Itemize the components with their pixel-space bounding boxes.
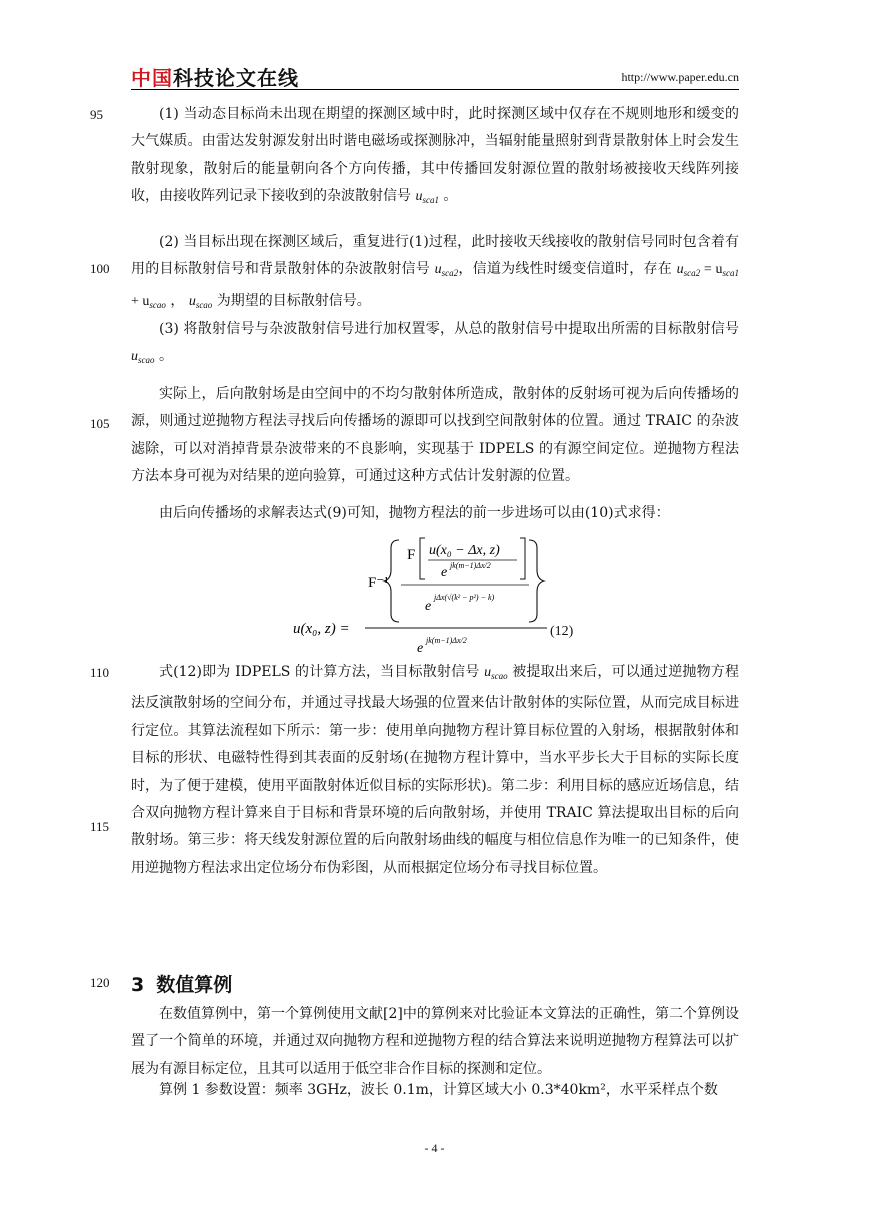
line-number-110: 110 [90,665,110,680]
equation-propagator-e: e [425,599,432,614]
page-header [131,62,739,88]
equation-f: F [407,547,416,563]
paragraph-backscatter: 实际上，后向散射场是由空间中的不均匀散射体所造成，散射体的反射场可视为后向传播场的源，则通过逆抛物方程法寻找后向传播场的源即可以找到空间散射体的位置。通过 TRAIC 的杂波滤除，可以对消掉背景杂波带来的不良影响，实现基于 IDPELS 的有源空间定位。逆抛物方程法方法本身可视为对结果的逆向验算，可通过这种方式估计发射源的位置。 [131,386,739,485]
page-number: - 4 - [424,1141,445,1155]
section-heading [131,970,232,997]
equation-propagator-exponent: jΔx(√(k² − p²) − k) [434,593,495,602]
line-number-115: 115 [90,819,110,834]
paragraph-numerical-examples: 在数值算例中，第一个算例使用文献[2]中的算例来对比验证本文算法的正确性，第二个算例设置了一个简单的环境，并通过双向抛物方程和逆抛物方程的结合算法来说明逆抛物方程算法可以扩展为有源目标定位，且其可以适用于低空非合作目标的探测和定位。 [131,1006,739,1077]
equation-right-bracket [520,538,525,579]
equation-inner-exponent: jk(m−1)Δx/2 [450,561,491,570]
equation-finv: F⁻¹ [368,575,389,591]
equation-right-brace [529,540,544,622]
equation-number: (12) [550,624,574,639]
line-number-95: 95 [90,107,103,122]
equation-left-bracket [420,538,425,579]
header-url[interactable]: http://www.paper.edu.cn [621,70,739,84]
equation-inner-e: e [441,565,448,580]
section-title: 数值算例 [156,974,233,996]
line-number-105: 105 [90,416,110,431]
journal-logo [131,62,299,91]
equation-inner-numerator: u(x₀ − Δx, z) [429,543,500,558]
paragraph-idpels-method: 式(12)即为 IDPELS 的计算方法，当目标散射信号 $u_{scao}$ 被提取出来后，可以通过逆抛物方程法反演散射场的空间分布，并通过寻找最大场强的位置来估计散射体的实际位置，从而完成目标进行定位。其算法流程如下所示：第一步：使用单向抛物方程计算目标位置的入射场，根据散射体和目标的形状、电磁特性得到其表面的反射场(在抛物方程计算中，当水平步长大于目标的实际长度时，为了便于建模，使用平面散射体近似目标的实际形状)。第二步：利用目标的感应近场信息，结合双向抛物方程计算来自于目标和背景环境的后向散射场，并使用 TRAIC 算法提取出目标的后向散射场。第三步：将天线发射源位置的后向散射场曲线的幅度与相位信息作为唯一的已知条件，使用逆抛物方程法求出定位场分布伪彩图，从而根据定位场分布寻找目标位置。 [131,664,739,876]
header-rule [131,89,739,90]
line-number-120: 120 [90,975,110,990]
equation-denominator-e: e [417,641,424,656]
logo-black-part: 科技论文在线 [173,66,299,90]
section-number: 3 [131,974,145,996]
equation-denominator-exponent: jk(m−1)Δx/2 [426,636,467,645]
paragraph-step-3: (3) 将散射信号与杂波散射信号进行加权置零，从总的散射信号中提取出所需的目标散射信号 $u_{scao}$ 。 [131,321,739,366]
paragraph-step-1: (1) 当动态目标尚未出现在期望的探测区域中时，此时探测区域中仅存在不规则地形和缓变的大气媒质。由雷达发射源发射出时谐电磁场或探测脉冲，当辐射能量照射到背景散射体上时会发生散射现象，散射后的能量朝向各个方向传播，其中传播回发射源位置的散射场被接收天线阵列接收，由接收阵列记录下接收到的杂波散射信号 $u_{sca1}$ 。 [131,106,739,206]
logo-red-part: 中国 [131,66,173,90]
line-number-100: 100 [90,261,110,276]
equation-lhs: u(x₀, z) = [293,621,350,637]
paragraph-example-1-params: 算例 1 参数设置：频率 3GHz，波长 0.1m，计算区域大小 0.3*40km²，水平采样点个数 [159,1082,718,1098]
paragraph-step-2: (2) 当目标出现在探测区域后，重复进行(1)过程，此时接收天线接收的散射信号同时包含着有用的目标散射信号和背景散射体的杂波散射信号 $u_{sca2}$，信道为线性时缓变信道时，存在 $u_{sca2} = u_{sca1} + u_{scao}$ ， $u_{scao}$ 为期望的目标散射信号。 [131,234,739,310]
paragraph-equation-intro: 由后向传播场的求解表达式(9)可知，抛物方程法的前一步进场可以由(10)式求得： [159,505,670,521]
